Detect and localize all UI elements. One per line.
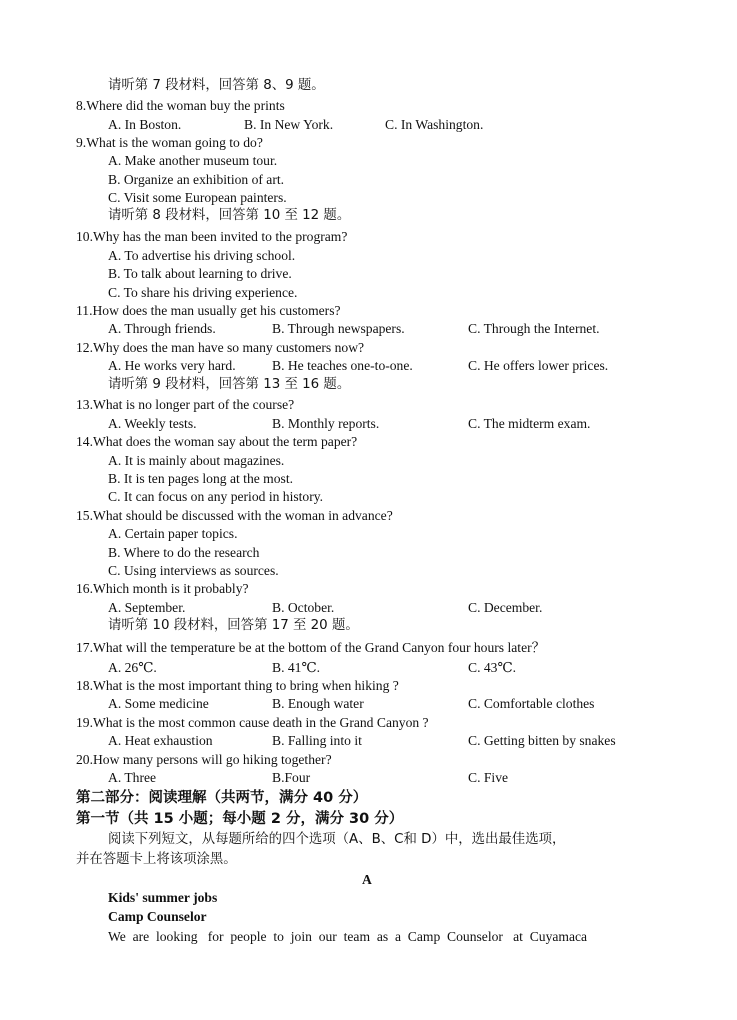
passage-title: Kids' summer jobs xyxy=(108,890,218,905)
question-text: 14.What does the woman say about the term paper? xyxy=(76,434,358,449)
option-a: A. It is mainly about magazines. xyxy=(108,453,285,468)
part-heading: 第二部分：阅读理解（共两节，满分 40 分） xyxy=(76,790,368,806)
option-c: C. To share his driving experience. xyxy=(108,285,298,300)
section-instruction: 请听第 8 段材料，回答第 10 至 12 题。 xyxy=(108,208,351,223)
option-c: C. The midterm exam. xyxy=(468,416,591,431)
option-b: B.Four xyxy=(272,770,311,785)
option-a: A. Some medicine xyxy=(108,696,209,711)
question-text: 19.What is the most common cause death in the Grand Canyon ? xyxy=(76,715,429,730)
question-text: 9.What is the woman going to do? xyxy=(76,135,263,150)
instruction-line-2: 并在答题卡上将该项涂黑。 xyxy=(76,852,237,867)
option-a: A. Through friends. xyxy=(108,321,216,336)
option-b: B. Through newspapers. xyxy=(272,321,405,336)
option-a: A. Heat exhaustion xyxy=(108,733,213,748)
option-c: C. 43℃. xyxy=(468,660,517,675)
question-text: 15.What should be discussed with the woman in advance? xyxy=(76,508,393,523)
option-b: B. October. xyxy=(272,600,335,615)
question-text: 8.Where did the woman buy the prints xyxy=(76,98,285,113)
option-a: A. In Boston. xyxy=(108,117,182,132)
option-c: C. Visit some European painters. xyxy=(108,190,287,205)
option-b: B. He teaches one-to-one. xyxy=(272,358,413,373)
question-text: 11.How does the man usually get his customers? xyxy=(76,303,341,318)
question-text: 17.What will the temperature be at the bottom of the Grand Canyon four hours later？ xyxy=(76,640,546,655)
option-b: B. Where to do the research xyxy=(108,545,260,560)
option-c: C. Using interviews as sources. xyxy=(108,563,279,578)
option-b: B. To talk about learning to drive. xyxy=(108,266,292,281)
section-instruction: 请听第 7 段材料，回答第 8、9 题。 xyxy=(108,78,325,93)
option-c: C. Getting bitten by snakes xyxy=(468,733,616,748)
option-a: A. He works very hard. xyxy=(108,358,236,373)
option-c: C. He offers lower prices. xyxy=(468,358,609,373)
option-c: C. Five xyxy=(468,770,509,785)
instruction-line-1: 阅读下列短文，从每题所给的四个选项（A、B、C和 D）中，选出最佳选项， xyxy=(108,832,566,847)
section-heading: 第一节（共 15 小题；每小题 2 分，满分 30 分） xyxy=(76,811,404,827)
option-a: A. September. xyxy=(108,600,186,615)
option-a: A. Three xyxy=(108,770,157,785)
question-text: 20.How many persons will go hiking together? xyxy=(76,752,332,767)
option-c: C. December. xyxy=(468,600,543,615)
question-text: 13.What is no longer part of the course? xyxy=(76,397,295,412)
question-text: 16.Which month is it probably? xyxy=(76,581,249,596)
section-instruction: 请听第 10 段材料，回答第 17 至 20 题。 xyxy=(108,618,359,633)
option-a: A. To advertise his driving school. xyxy=(108,248,296,263)
option-b: B. It is ten pages long at the most. xyxy=(108,471,294,486)
question-text: 12.Why does the man have so many customers now? xyxy=(76,340,365,355)
option-a: A. Make another museum tour. xyxy=(108,153,278,168)
option-b: B. Monthly reports. xyxy=(272,416,380,431)
option-c: C. Comfortable clothes xyxy=(468,696,595,711)
option-c: C. In Washington. xyxy=(385,117,484,132)
option-c: C. Through the Internet. xyxy=(468,321,600,336)
option-c: C. It can focus on any period in history. xyxy=(108,489,324,504)
option-b: B. Falling into it xyxy=(272,733,362,748)
section-instruction: 请听第 9 段材料，回答第 13 至 16 题。 xyxy=(108,377,351,392)
option-b: B. Enough water xyxy=(272,696,364,711)
passage-subtitle: Camp Counselor xyxy=(108,909,207,924)
question-text: 18.What is the most important thing to bring when hiking ? xyxy=(76,678,399,693)
passage-letter: A xyxy=(362,872,372,887)
option-a: A. 26℃. xyxy=(108,660,157,675)
option-b: B. In New York. xyxy=(244,117,334,132)
option-a: A. Certain paper topics. xyxy=(108,526,238,541)
passage-body: We are looking for people to join our team as a Camp Counselor at Cuyamaca xyxy=(108,929,588,944)
option-b: B. Organize an exhibition of art. xyxy=(108,172,285,187)
question-text: 10.Why has the man been invited to the program? xyxy=(76,229,348,244)
option-a: A. Weekly tests. xyxy=(108,416,197,431)
option-b: B. 41℃. xyxy=(272,660,321,675)
